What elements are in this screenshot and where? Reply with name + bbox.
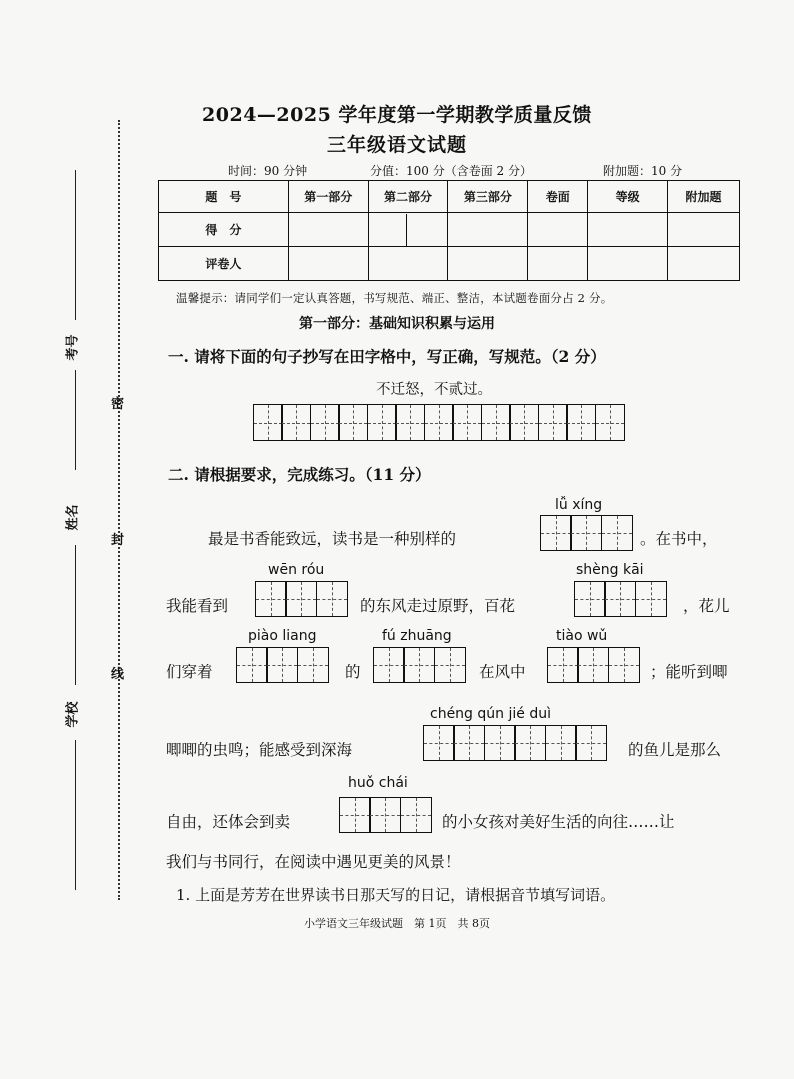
pinyin-huochai: huǒ chái xyxy=(348,775,408,791)
writing-cell[interactable] xyxy=(297,647,329,683)
pinyin-lvxing: lǚ xíng xyxy=(555,497,603,513)
table-header-cell: 等级 xyxy=(588,181,668,213)
writing-cell[interactable] xyxy=(484,725,516,761)
writing-cell[interactable] xyxy=(266,647,298,683)
score-cell[interactable] xyxy=(528,213,588,247)
passage-line2-a: 我能看到 xyxy=(166,597,229,615)
name-line xyxy=(75,545,76,685)
exam-score: 分值：100 分（含卷面 2 分） xyxy=(370,164,532,178)
writing-cell[interactable] xyxy=(253,404,283,441)
writing-cell[interactable] xyxy=(255,581,287,617)
passage-line1-b: 。在书中， xyxy=(640,530,718,548)
score-table xyxy=(158,180,740,281)
passage-line6: 我们与书同行，在阅读中遇见更美的风景！ xyxy=(166,853,461,871)
blank-lvxing[interactable] xyxy=(541,515,633,551)
writing-cell[interactable] xyxy=(595,404,625,441)
passage-line5-b: 的小女孩对美好生活的向往……让 xyxy=(442,813,675,831)
exam-bonus: 附加题：10 分 xyxy=(603,164,683,178)
score-cell[interactable] xyxy=(448,213,528,247)
pinyin-fuzhuang: fú zhuāng xyxy=(382,628,452,644)
score-cell[interactable] xyxy=(288,213,368,247)
writing-cell[interactable] xyxy=(403,647,435,683)
writing-cell[interactable] xyxy=(545,725,577,761)
blank-chengqunjiedui[interactable] xyxy=(424,725,607,761)
q2-sub1: 1. 上面是芳芳在世界读书日那天写的日记，请根据音节填写词语。 xyxy=(176,886,616,904)
seal-char-mi: 密 xyxy=(111,397,125,412)
pinyin-tiaowu: tiào wǔ xyxy=(556,628,608,644)
blank-huochai[interactable] xyxy=(340,797,432,833)
q1-sentence: 不迁怒，不贰过。 xyxy=(376,382,492,398)
q2-prompt: 二. 请根据要求，完成练习。（11 分） xyxy=(168,465,431,484)
score-cell[interactable] xyxy=(588,213,668,247)
writing-cell[interactable] xyxy=(509,404,539,441)
writing-cell[interactable] xyxy=(570,515,602,551)
school-line xyxy=(75,740,76,890)
blank-fuzhuang[interactable] xyxy=(374,647,466,683)
writing-cell[interactable] xyxy=(281,404,311,441)
grader-cell[interactable] xyxy=(368,247,448,281)
side-label-school: 学校 xyxy=(65,701,81,728)
writing-cell[interactable] xyxy=(575,725,607,761)
part1-title: 第一部分：基础知识积累与运用 xyxy=(299,316,495,332)
writing-cell[interactable] xyxy=(574,581,606,617)
passage-line3-c: 在风中 xyxy=(479,663,526,681)
grader-cell[interactable] xyxy=(588,247,668,281)
q1-writing-grid[interactable] xyxy=(254,404,625,441)
grader-cell[interactable] xyxy=(448,247,528,281)
writing-cell[interactable] xyxy=(339,797,371,833)
seal-char-feng: 封 xyxy=(111,533,125,548)
writing-cell[interactable] xyxy=(367,404,397,441)
grader-cell[interactable] xyxy=(668,247,740,281)
writing-cell[interactable] xyxy=(601,515,633,551)
exam-no-line xyxy=(75,170,76,320)
table-header-cell: 第二部分 xyxy=(368,181,448,213)
passage-line1-a: 最是书香能致远，读书是一种别样的 xyxy=(208,530,457,548)
table-header-cell: 第三部分 xyxy=(448,181,528,213)
seal-char-xian: 线 xyxy=(111,667,125,682)
passage-line4-a: 唧唧的虫鸣；能感受到深海 xyxy=(166,741,353,759)
passage-line2-c: ，花儿 xyxy=(683,597,730,615)
blank-tiaowu[interactable] xyxy=(548,647,640,683)
table-header-cell: 第一部分 xyxy=(288,181,368,213)
writing-cell[interactable] xyxy=(369,797,401,833)
binding-dotted-line xyxy=(118,120,120,900)
writing-cell[interactable] xyxy=(338,404,368,441)
writing-cell[interactable] xyxy=(400,797,432,833)
writing-cell[interactable] xyxy=(310,404,340,441)
pinyin-chengqunjiedui: chéng qún jié duì xyxy=(430,706,551,722)
passage-line5-a: 自由，还体会到卖 xyxy=(166,813,291,831)
writing-cell[interactable] xyxy=(547,647,579,683)
passage-line3-a: 们穿着 xyxy=(166,663,213,681)
passage-line4-b: 的鱼儿是那么 xyxy=(628,741,722,759)
writing-cell[interactable] xyxy=(566,404,596,441)
pinyin-piaoliang: piào liang xyxy=(248,628,317,644)
writing-cell[interactable] xyxy=(604,581,636,617)
exam-time: 时间：90 分钟 xyxy=(228,164,308,178)
writing-cell[interactable] xyxy=(577,647,609,683)
exam-title: 2024—2025 学年度第一学期教学质量反馈 xyxy=(202,104,592,126)
writing-cell[interactable] xyxy=(285,581,317,617)
writing-cell[interactable] xyxy=(540,515,572,551)
writing-cell[interactable] xyxy=(481,404,511,441)
writing-cell[interactable] xyxy=(316,581,348,617)
pinyin-wenrou: wēn róu xyxy=(268,562,325,578)
writing-cell[interactable] xyxy=(395,404,425,441)
writing-cell[interactable] xyxy=(423,725,455,761)
writing-cell[interactable] xyxy=(452,404,482,441)
table-header-cell: 附加题 xyxy=(668,181,740,213)
score-cell[interactable] xyxy=(668,213,740,247)
passage-line3-b: 的 xyxy=(345,663,361,681)
blank-wenrou[interactable] xyxy=(256,581,348,617)
grader-row-label: 评卷人 xyxy=(159,247,289,281)
passage-line3-d: ；能听到唧 xyxy=(650,663,728,681)
writing-cell[interactable] xyxy=(434,647,466,683)
side-label-exam-no: 考号 xyxy=(65,334,81,361)
writing-cell[interactable] xyxy=(424,404,454,441)
table-header-cell: 卷面 xyxy=(528,181,588,213)
side-label-name: 姓名 xyxy=(65,504,81,531)
grader-cell[interactable] xyxy=(288,247,368,281)
score-cell[interactable] xyxy=(368,213,448,247)
blank-shengkai[interactable] xyxy=(575,581,667,617)
exam-no-line-2 xyxy=(75,370,76,470)
warm-tip: 温馨提示：请同学们一定认真答题，书写规范、端正、整洁，本试题卷面分占 2 分。 xyxy=(176,291,613,305)
writing-cell[interactable] xyxy=(514,725,546,761)
grader-cell[interactable] xyxy=(528,247,588,281)
blank-piaoliang[interactable] xyxy=(237,647,329,683)
writing-cell[interactable] xyxy=(608,647,640,683)
writing-cell[interactable] xyxy=(236,647,268,683)
writing-cell[interactable] xyxy=(453,725,485,761)
page-footer: 小学语文三年级试题 第 1页 共 8页 xyxy=(304,917,490,930)
pinyin-shengkai: shèng kāi xyxy=(576,562,644,578)
score-row-label: 得 分 xyxy=(159,213,289,247)
q1-prompt: 一. 请将下面的句子抄写在田字格中，写正确，写规范。（2 分） xyxy=(168,347,606,366)
writing-cell[interactable] xyxy=(635,581,667,617)
exam-subtitle: 三年级语文试题 xyxy=(326,134,467,156)
table-header-cell: 题 号 xyxy=(159,181,289,213)
writing-cell[interactable] xyxy=(373,647,405,683)
passage-line2-b: 的东风走过原野，百花 xyxy=(360,597,516,615)
writing-cell[interactable] xyxy=(538,404,568,441)
